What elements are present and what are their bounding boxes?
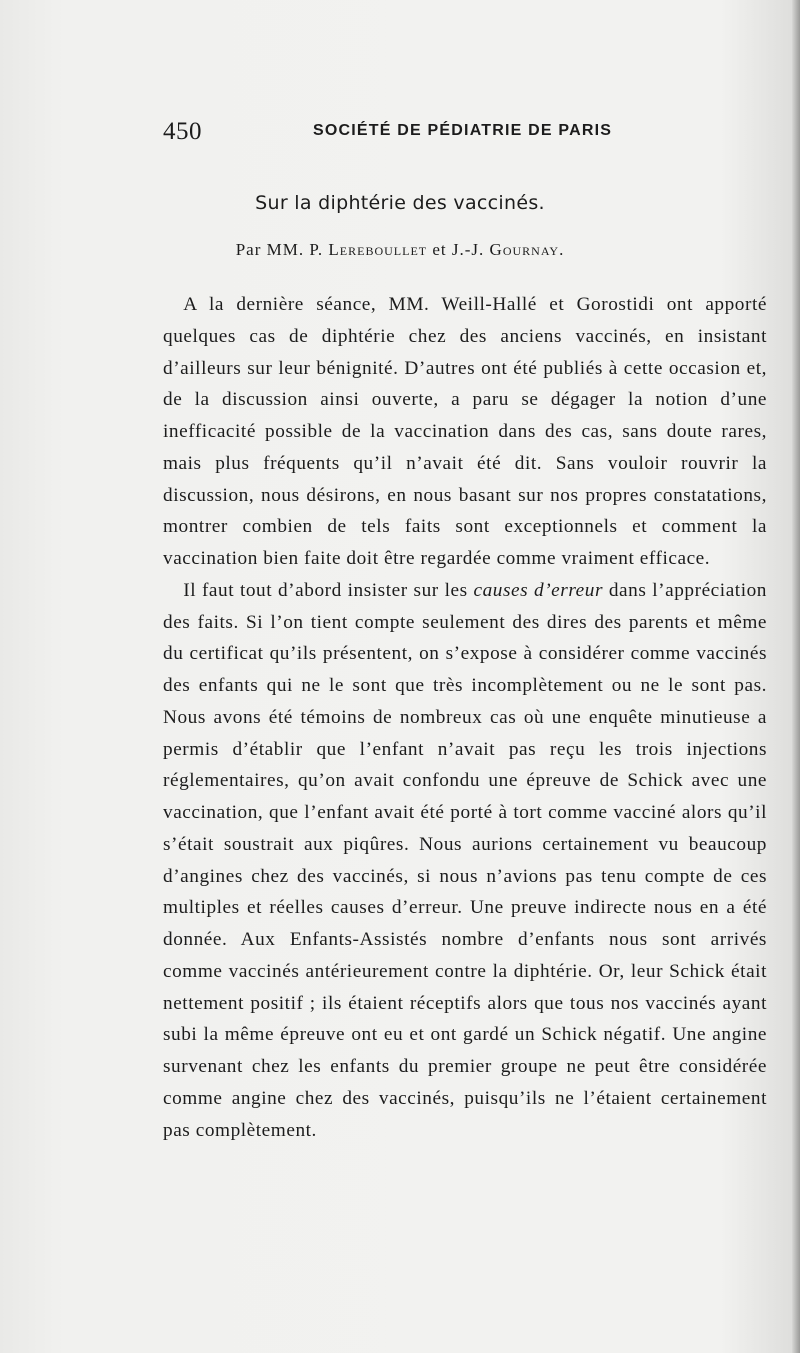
author-name: Lereboullet [328, 240, 428, 259]
author-name: Gournay [489, 240, 560, 259]
article-title: Sur la diphtérie des vaccinés. [255, 192, 545, 214]
emphasis-text: causes d’erreur [473, 579, 604, 601]
running-head [163, 118, 633, 148]
byline-suffix: . [559, 240, 565, 259]
paragraph [163, 575, 767, 1147]
paragraph-text: Il faut tout d’abord insister sur les [183, 579, 474, 601]
paragraph-text: dans l’appréciation des faits. Si l’on tient compte seulement des dires des parents et même du certificat qu’ils présentent, on s’expose à considérer comme vaccinés des enfants qui ne le sont que très incomplètement ou ne le sont pas. Nous avons été témoins de nombreux cas où une enquête minutieuse a permis d’établir que l’enfant n’avait pas reçu les trois injections réglementaires, qu’on avait confondu une épreuve de Schick avec une vaccination, que l’enfant avait été porté à tort comme vacciné alors qu’il s’était soustrait aux piqûres. Nous aurions certainement vu beaucoup d’angines chez des vaccinés, si nous n’avions pas tenu compte de ces multiples et réelles causes d’erreur. Une preuve indirecte nous en a été donnée. Aux Enfants-Assistés nombre d’enfants nous sont arrivés comme vaccinés antérieurement contre la diphtérie. Or, leur Schick était nettement positif ; ils étaient réceptifs alors que tous nos vaccinés ayant subi la même épreuve ont eu et ont gardé un Schick négatif. Une angine survenant chez les enfants du premier groupe ne peut être considérée comme angine chez des vaccinés, puisqu’ils ne l’étaient certainement pas complètement. [163, 579, 767, 1141]
page-number: 450 [163, 118, 202, 145]
paragraph: A la dernière séance, MM. Weill-Hallé et Gorostidi ont apporté quelques cas de diphtérie chez des anciens vaccinés, en insistant d’ailleurs sur leur bénignité. D’autres ont été publiés à cette occasion et, de la discussion ainsi ouverte, a paru se dégager la notion d’une inefficacité possible de la vaccination dans des cas, sans doute rares, mais plus fréquents qu’il n’avait été dit. Sans vouloir rouvrir la discussion, nous désirons, en nous basant sur nos propres constatations, montrer combien de tels faits sont exceptionnels et comment la vaccination bien faite doit être regardée comme vraiment efficace. [163, 294, 767, 569]
byline-middle: et J.-J. [427, 240, 490, 259]
byline [0, 240, 800, 260]
page-edge [792, 0, 800, 1353]
byline-prefix: Par MM. P. [235, 240, 329, 259]
journal-title: SOCIÉTÉ DE PÉDIATRIE DE PARIS [313, 122, 613, 139]
article-body [163, 289, 767, 1146]
